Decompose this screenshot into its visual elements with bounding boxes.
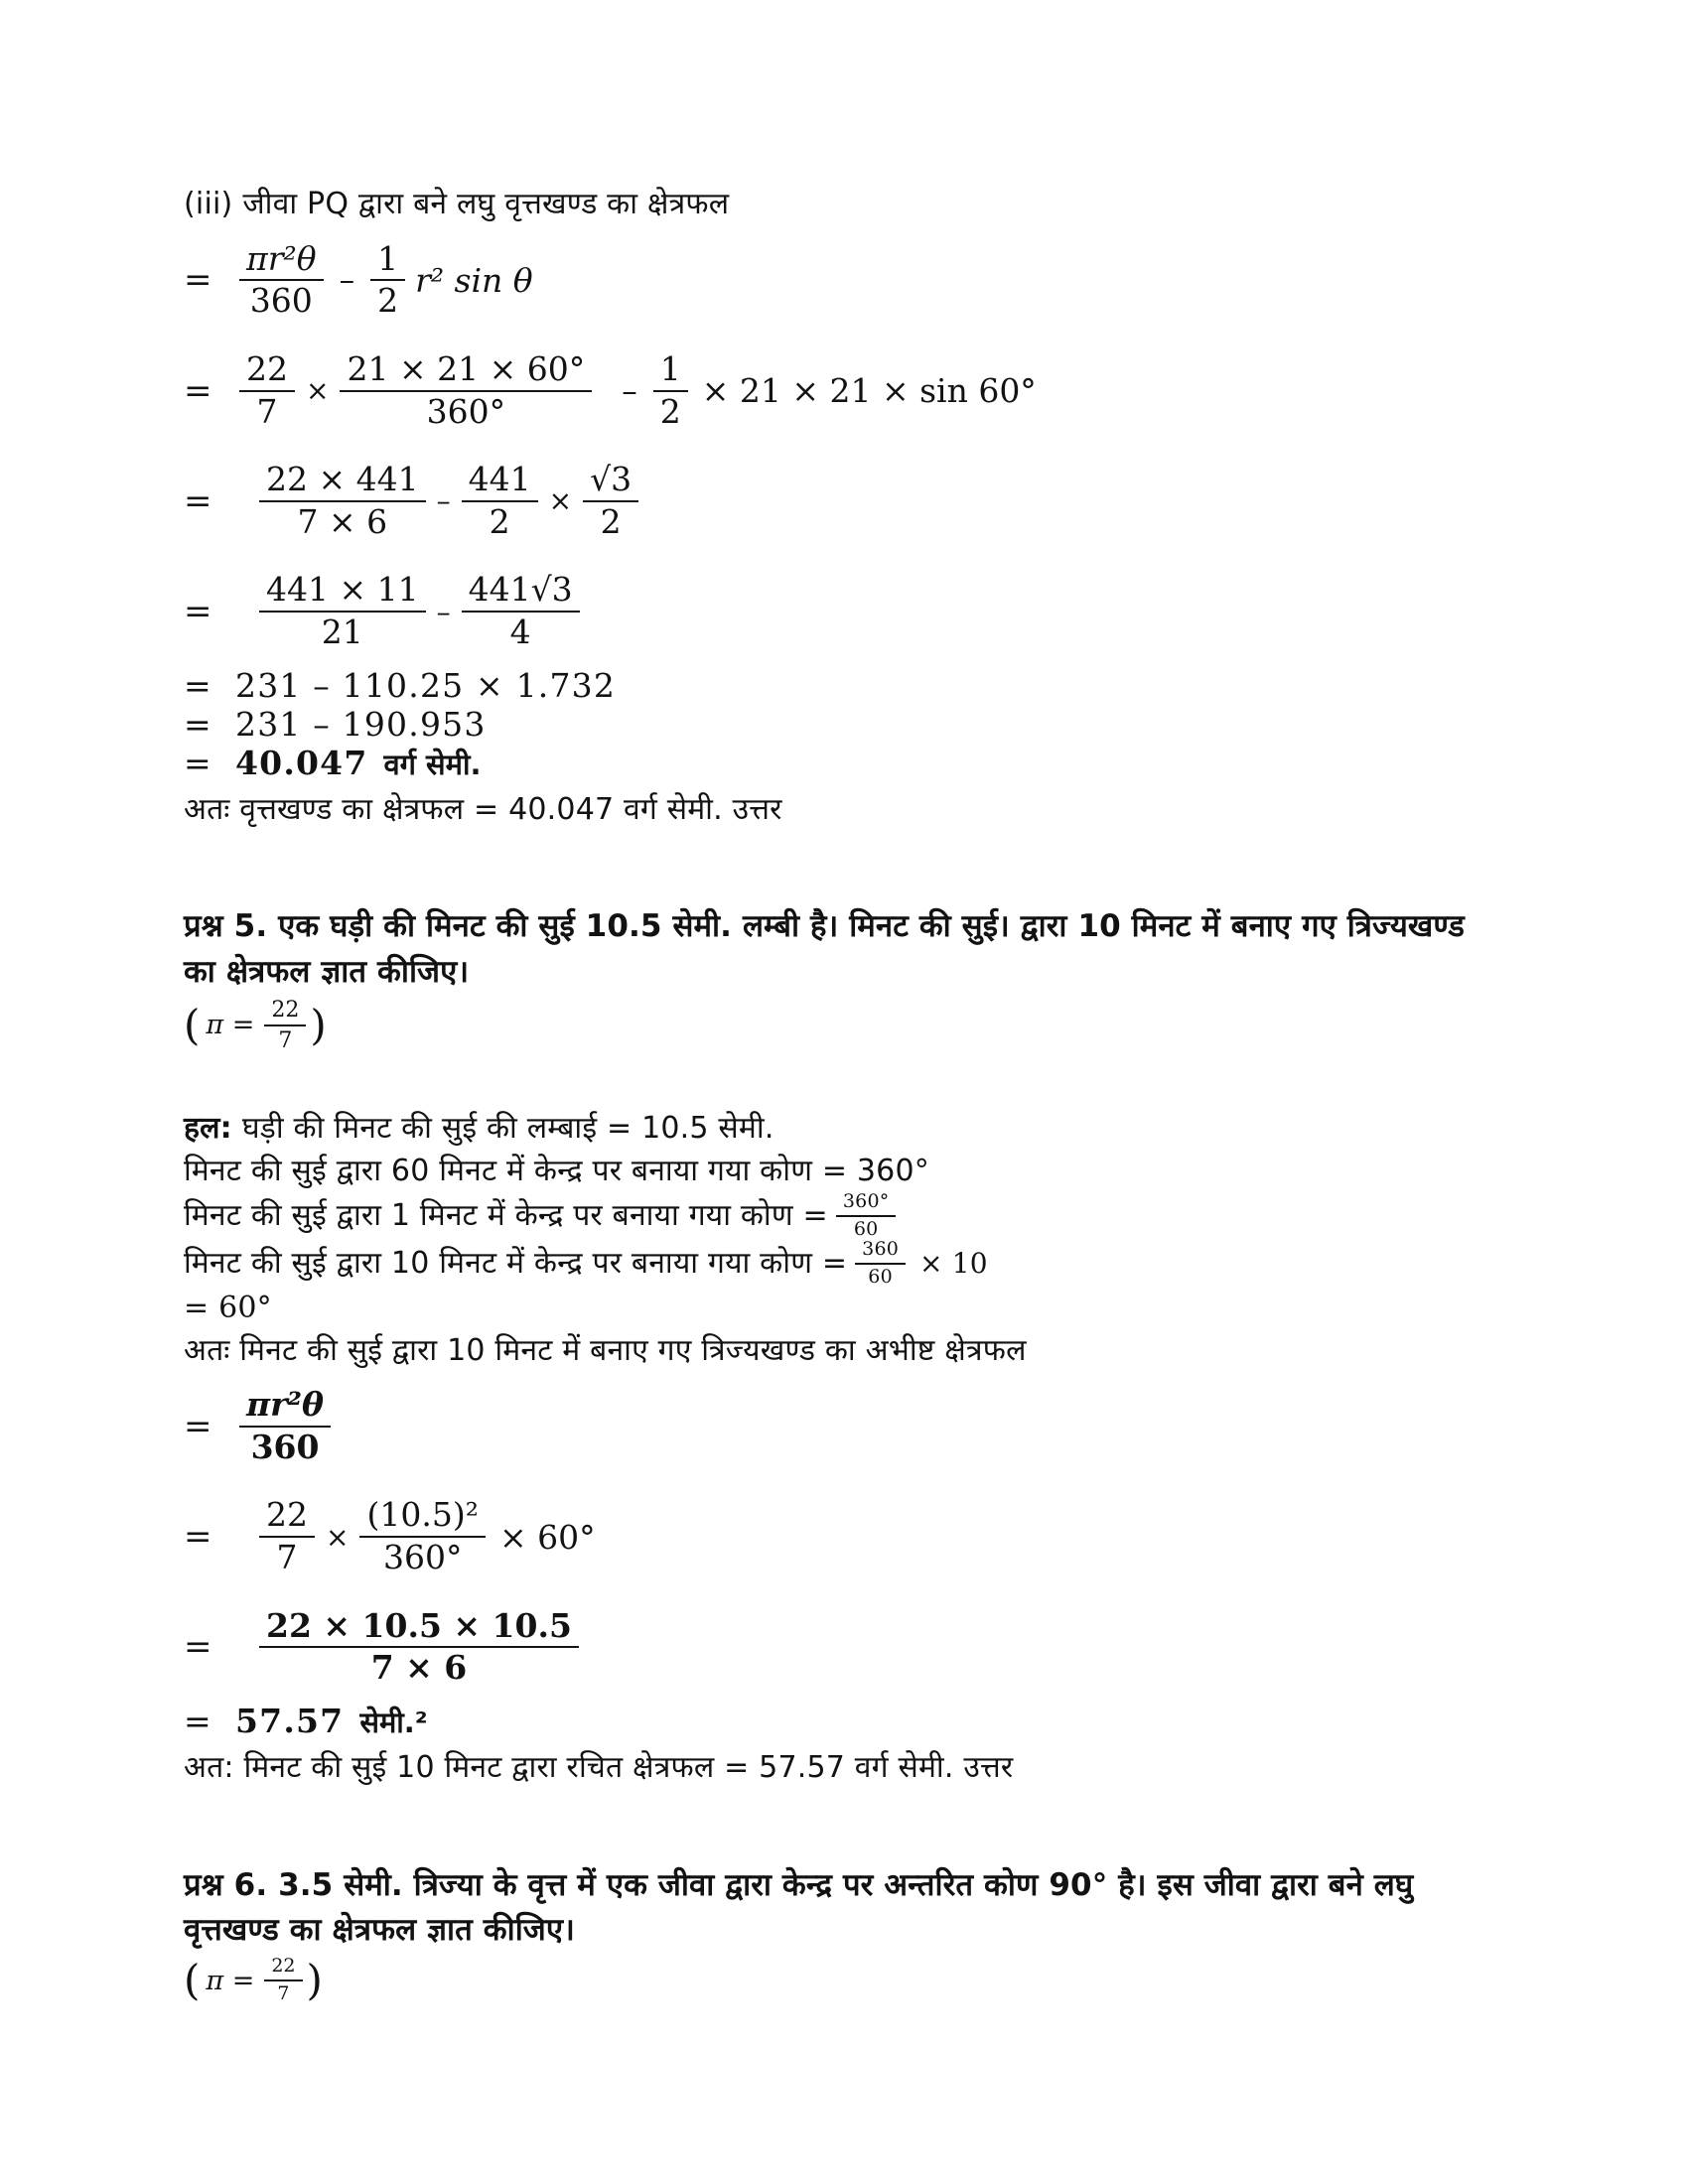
question-6-heading-text: प्रश्न 6. 3.5 सेमी. त्रिज्या के वृत्त में एक जीवा द्वारा केन्द्र पर अन्तरित कोण 90° है। इस जीवा द्वारा बने लघु वृत्तखण्ड का क्षेत्रफल ज्ञात कीजिए। [184, 1866, 1414, 1948]
part-iii-heading-text: जीवा PQ द्वारा बने लघु वृत्तखण्ड का क्षेत्रफल [242, 187, 730, 221]
equation-2-tail: × 21 × 21 × sin 60° [701, 371, 1037, 411]
fraction-22-over-7 [264, 999, 306, 1052]
fraction-22-over-7 [239, 348, 295, 431]
left-paren: ( [184, 1001, 201, 1050]
fraction-numerator: 22 [271, 997, 300, 1023]
fraction-denominator: 60 [868, 1266, 893, 1288]
fraction-denominator: 2 [600, 501, 622, 541]
solution-5-conclusion [184, 1747, 1504, 1790]
fraction-one-half [370, 238, 405, 321]
solution-5-line-5 [184, 1288, 1504, 1330]
solution-5-line-6 [184, 1330, 1504, 1373]
fraction-numerator: 1 [659, 348, 681, 388]
fraction-22x441-over-7x6 [259, 460, 426, 541]
fraction-denominator: 7 [278, 1027, 293, 1053]
fraction-441-over-2 [462, 460, 538, 541]
fraction-pi-r2-theta-over-360 [239, 238, 324, 321]
equals-sign: = [184, 592, 212, 632]
pi-symbol: π = [206, 1010, 255, 1041]
equation-5 [184, 666, 1504, 705]
fraction-numerator: 22 [266, 1495, 308, 1535]
equation-1 [184, 238, 1504, 321]
fraction-numerator: 360 [862, 1238, 900, 1261]
minus-operator: – [436, 484, 451, 518]
equation-7 [184, 744, 1504, 783]
solution-5-line-3-text: मिनट की सुई द्वारा 1 मिनट में केन्द्र पर बनाया गया कोण = [184, 1197, 828, 1233]
right-paren: ) [310, 1001, 327, 1050]
part-iii-label: (iii) [184, 187, 233, 221]
equals-sign: = [184, 665, 212, 705]
solution-5-line-3 [184, 1192, 1504, 1240]
fraction-denominator: 2 [377, 281, 399, 321]
fraction-numerator: 22 [271, 1955, 296, 1978]
fraction-numerator: 22 × 10.5 × 10.5 [266, 1605, 572, 1645]
fraction-22-over-7 [264, 1957, 302, 2004]
question-5-heading [184, 904, 1504, 995]
equals-sign: = [184, 370, 212, 411]
equation-3 [184, 460, 1504, 541]
solution-label: हल: [184, 1111, 232, 1146]
solution-5-equation-1 [184, 1385, 1504, 1466]
minus-operator: – [339, 262, 355, 299]
fraction-numerator: 21 × 21 × 60° [347, 348, 586, 388]
question-5-heading-text: प्रश्न 5. एक घड़ी की मिनट की सुई 10.5 सेमी. लम्बी है। मिनट की सुई। द्वारा 10 मिनट में बनाए गए त्रिज्यखण्ड का क्षेत्रफल ज्ञात कीजिए। [184, 908, 1465, 990]
fraction-denominator: 2 [659, 391, 681, 431]
solution-5-line-4-text: मिनट की सुई द्वारा 10 मिनट में केन्द्र पर बनाया गया कोण = [184, 1245, 848, 1281]
times-operator: × [306, 374, 330, 408]
fraction-sqrt3-over-2 [583, 460, 638, 541]
fraction-numerator: 22 [246, 348, 288, 388]
fraction-denominator: 2 [489, 501, 510, 541]
fraction-denominator: 4 [509, 613, 531, 652]
fraction-numerator: (10.5)² [366, 1495, 479, 1535]
fraction-denominator: 7 [276, 1538, 298, 1577]
fraction-denominator: 360 [250, 1427, 320, 1466]
fraction-one-half [653, 348, 688, 431]
question-6-pi-note [184, 1957, 1504, 2004]
fraction-bar [264, 1979, 302, 1981]
solution-5-equation-3 [184, 1605, 1504, 1688]
equals-sign: = [184, 260, 212, 301]
solution-5-conclusion-text: अत: मिनट की सुई 10 मिनट द्वारा रचित क्षेत्रफल = 57.57 वर्ग सेमी. उत्तर [184, 1749, 1014, 1785]
fraction-numerator: 441 [468, 460, 531, 499]
fraction-numerator: 441 × 11 [266, 570, 419, 610]
fraction-numerator: 360° [842, 1190, 890, 1213]
fraction-22-over-7 [259, 1495, 315, 1577]
fraction-denominator: 7 × 6 [297, 501, 388, 541]
fraction-denominator: 7 × 6 [370, 1648, 468, 1688]
fraction-denominator: 360° [426, 391, 506, 431]
equals-sign: = [184, 1701, 212, 1740]
solution-5-line-6-text: अतः मिनट की सुई द्वारा 10 मिनट में बनाए गए त्रिज्यखण्ड का अभीष्ट क्षेत्रफल [184, 1332, 1027, 1368]
equals-sign: = [184, 1627, 212, 1668]
equation-5-value: 231 – 110.25 × 1.732 [235, 665, 617, 705]
solution-5-result-unit: सेमी.² [359, 1705, 428, 1739]
fraction-pi-r2-theta-over-360 [239, 1385, 331, 1466]
fraction-denominator: 7 [277, 1982, 290, 2004]
solution-5-line-1 [184, 1108, 1504, 1151]
fraction-numerator: πr²θ [246, 1385, 325, 1425]
equation-4 [184, 570, 1504, 652]
fraction-10point5-squared-over-360 [359, 1495, 485, 1577]
solution-5-equation-4 [184, 1702, 1504, 1741]
equation-6 [184, 705, 1504, 744]
fraction-bar [855, 1263, 906, 1265]
fraction-denominator: 60 [853, 1218, 879, 1241]
fraction-21x21x60-over-360 [340, 348, 592, 431]
times-operator: × [326, 1520, 350, 1554]
solution-5-equation-2-tail: × 60° [498, 1517, 596, 1557]
fraction-441sqrt3-over-4 [462, 570, 580, 652]
fraction-22x10point5x10point5-over-7x6 [259, 1605, 579, 1688]
minus-operator: – [622, 372, 637, 409]
fraction-denominator: 21 [321, 613, 363, 652]
fraction-bar [836, 1215, 897, 1217]
equals-sign: = [184, 1517, 212, 1558]
fraction-360-over-60 [836, 1192, 897, 1240]
fraction-numerator: πr²θ [246, 238, 317, 278]
equals-sign: = [184, 704, 212, 744]
question-5-pi-note [184, 999, 1504, 1052]
fraction-denominator: 360° [382, 1538, 463, 1577]
equation-6-value: 231 – 190.953 [235, 704, 487, 744]
equals-sign: = [184, 1406, 212, 1446]
solution-5-equation-2 [184, 1495, 1504, 1577]
page-content [184, 184, 1504, 2004]
fraction-numerator: 1 [377, 238, 399, 278]
equals-sign: = [184, 480, 212, 521]
fraction-denominator: 360 [249, 281, 313, 321]
part-iii-conclusion-text: अतः वृत्तखण्ड का क्षेत्रफल = 40.047 वर्ग सेमी. उत्तर [184, 791, 782, 827]
equation-7-value: 40.047 [235, 743, 368, 782]
fraction-360-over-60 [855, 1240, 906, 1288]
minus-operator: – [436, 595, 451, 628]
fraction-numerator: 441√3 [468, 570, 573, 610]
fraction-denominator: 7 [256, 391, 278, 431]
fraction-441x11-over-21 [259, 570, 426, 652]
right-paren: ) [306, 1956, 323, 2005]
solution-5-line-5-text: = 60° [184, 1290, 272, 1325]
solution-5-line-2 [184, 1151, 1504, 1193]
fraction-bar [264, 1024, 306, 1026]
solution-5-line-4 [184, 1240, 1504, 1288]
solution-5-line-2-text: मिनट की सुई द्वारा 60 मिनट में केन्द्र पर बनाया गया कोण = 360° [184, 1153, 929, 1188]
part-iii-heading [184, 184, 1504, 226]
solution-5-line-1-text: घड़ी की मिनट की सुई की लम्बाई = 10.5 सेमी. [241, 1111, 774, 1146]
solution-5-result-value: 57.57 [235, 1701, 345, 1740]
left-paren: ( [184, 1956, 201, 2005]
fraction-numerator: 22 × 441 [266, 460, 419, 499]
equals-sign: = [184, 743, 212, 782]
solution-5-line-4-tail: × 10 [919, 1247, 988, 1281]
pi-symbol: π = [206, 1965, 255, 1996]
part-iii-conclusion [184, 789, 1504, 832]
equation-1-tail: r² sin θ [415, 260, 533, 300]
times-operator: × [548, 484, 573, 518]
question-6-heading [184, 1863, 1504, 1954]
fraction-numerator: √3 [590, 460, 633, 499]
equation-7-unit: वर्ग सेमी. [383, 747, 482, 781]
equation-2 [184, 348, 1504, 431]
